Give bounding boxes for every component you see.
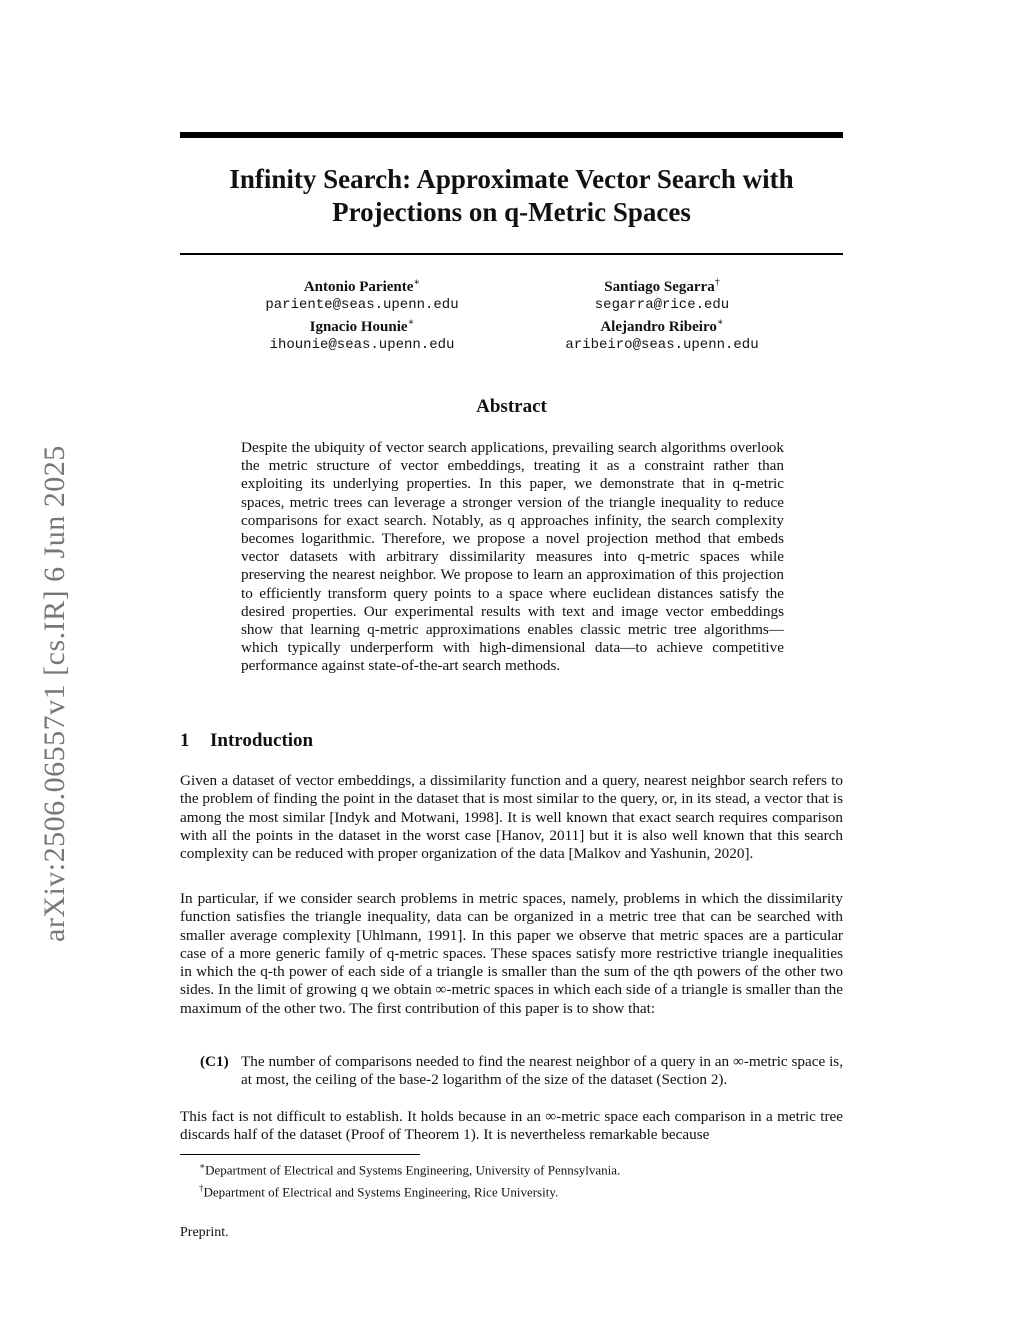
abstract-heading: Abstract <box>476 396 547 417</box>
section-heading <box>180 730 313 752</box>
intro-paragraph-3: This fact is not difficult to establish. It holds because in an ∞-metric space each comparison in a metric tree discards half of the dataset (Proof of Theorem 1). It is nevertheless remarkable because <box>180 1108 843 1144</box>
author-email: pariente@seas.upenn.edu <box>265 297 459 313</box>
author-email: ihounie@seas.upenn.edu <box>269 337 455 353</box>
contribution-text: The number of comparisons needed to find the nearest neighbor of a query in an ∞-metric space is, at most, the ceiling of the base-2 logarithm of the size of the dataset (Section 2). <box>241 1053 843 1089</box>
abstract-text: Despite the ubiquity of vector search applications, prevailing search algorithms overlook the metric structure of vector embeddings, treating it as a constraint rather than exploiting its underlying properties. In this paper, we demonstrate that in q-metric spaces, metric trees can leverage a stronger version of the triangle inequality to reduce comparisons for exact search. Notably, as q approaches infinity, the search complexity becomes logarithmic. Therefore, we propose a novel projection method that embeds vector datasets with arbitrary dissimilarity measures into q-metric spaces while preserving the nearest neighbor. We propose to learn an approximation of this projection to efficiently transform query points to a space where euclidean distances satisfy the desired properties. Our experimental results with text and image vector embeddings show that learning q-metric approximations enables classic metric tree algorithms—which typically underperform with high-dimensional data—to achieve competitive performance against state-of-the-art search methods. <box>241 439 784 675</box>
author-name: Alejandro Ribeiro∗ <box>600 317 724 335</box>
author-email: aribeiro@seas.upenn.edu <box>565 337 759 353</box>
contribution-label: (C1) <box>200 1053 229 1070</box>
title-bottom-rule <box>180 253 843 255</box>
section-number: 1 <box>180 730 190 751</box>
author-name: Ignacio Hounie∗ <box>309 317 415 335</box>
title-top-rule <box>180 132 843 138</box>
arxiv-stamp: arXiv:2506.06557v1 [cs.IR] 6 Jun 2025 <box>38 445 71 942</box>
section-title: Introduction <box>210 730 314 751</box>
footnotes <box>199 1157 839 1202</box>
abstract-body <box>241 439 784 676</box>
contribution-item <box>200 1053 843 1090</box>
footnote: ∗Department of Electrical and Systems Engineering, University of Pennsylvania. <box>199 1161 621 1178</box>
preprint-footer: Preprint. <box>180 1225 229 1240</box>
authors-right <box>512 274 812 354</box>
intro-paragraph-1: Given a dataset of vector embeddings, a dissimilarity function and a query, nearest neighbor search refers to the problem of finding the point in the dataset that is most similar to the query, or, in its stead, a vector that is among the most similar [Indyk and Motwani, 1998]. It is well known that exact search requires comparison with all the points in the dataset in the worst case [Hanov, 2011] but it is also well known that this search complexity can be reduced with proper organization of the data [Malkov and Yashunin, 2020]. <box>180 772 843 863</box>
footnote: †Department of Electrical and Systems Engineering, Rice University. <box>199 1183 559 1200</box>
authors-left <box>212 274 512 354</box>
footnote-rule <box>180 1154 420 1155</box>
paper-title: Infinity Search: Approximate Vector Search with Projections on q-Metric Spaces <box>229 164 794 227</box>
author-email: segarra@rice.edu <box>594 297 730 313</box>
intro-paragraph-2: In particular, if we consider search problems in metric spaces, namely, problems in which the dissimilarity function satisfies the triangle inequality, data can be organized in a metric tree that can be searched with smaller average complexity [Uhlmann, 1991]. In this paper we observe that metric spaces are a particular case of a more generic family of q-metric spaces. These spaces satisfy more restrictive triangle inequalities in which the q-th power of each side of a triangle is smaller than the sum of the qth powers of the other two sides. In the limit of growing q we obtain ∞-metric spaces in which each side of a triangle is smaller than the maximum of the other two. The first contribution of this paper is to show that: <box>180 890 843 1017</box>
author-name: Santiago Segarra† <box>604 277 720 295</box>
author-name: Antonio Pariente∗ <box>303 277 421 295</box>
